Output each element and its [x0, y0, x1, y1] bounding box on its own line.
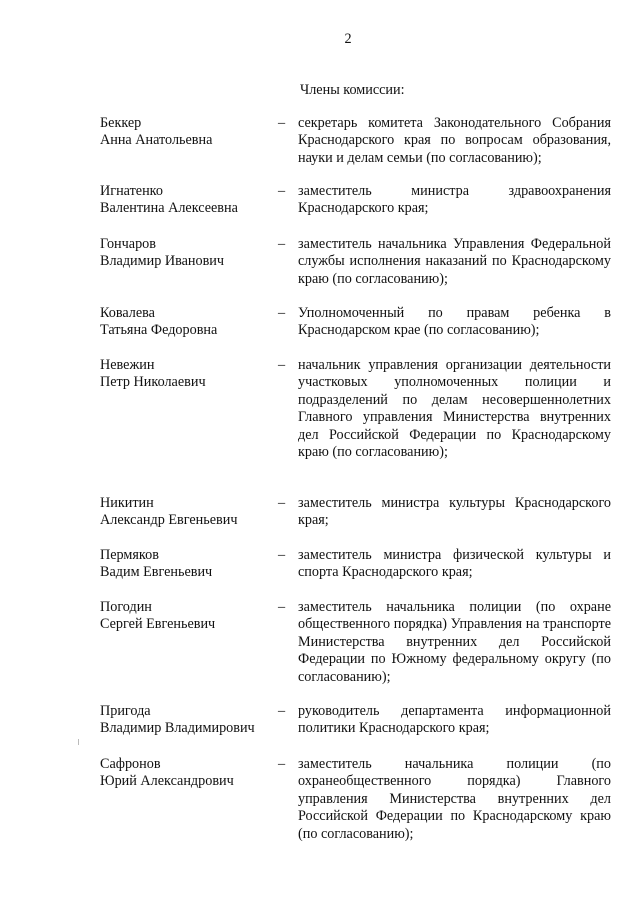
member-given-name: Владимир Иванович — [100, 253, 225, 270]
member-surname: Пермяков — [100, 547, 159, 563]
member-name — [100, 599, 280, 634]
member-name — [100, 756, 280, 791]
member-name — [100, 183, 280, 218]
member-role: секретарь комитета Законодательного Собрания Краснодарского края по вопросам образования, науки и делам семьи (по согласованию); — [298, 115, 611, 166]
member-given-name: Александр Евгеньевич — [100, 512, 238, 529]
dash-separator: – — [278, 599, 286, 615]
member-role: заместитель министра здравоохранения Краснодарского края; — [298, 183, 611, 217]
dash-separator: – — [278, 183, 286, 199]
member-given-name: Юрий Александрович — [100, 773, 234, 790]
dash-separator: – — [278, 495, 286, 511]
page-number: 2 — [344, 31, 352, 47]
member-surname: Сафронов — [100, 756, 161, 772]
member-role: заместитель министра культуры Краснодарского края; — [298, 495, 611, 529]
member-surname: Никитин — [100, 495, 154, 511]
member-surname: Гончаров — [100, 236, 156, 252]
member-surname: Погодин — [100, 599, 152, 615]
member-given-name: Татьяна Федоровна — [100, 322, 218, 339]
member-role: Уполномоченный по правам ребенка в Краснодарском крае (по согласованию); — [298, 305, 611, 339]
member-name — [100, 357, 280, 392]
member-given-name: Петр Николаевич — [100, 374, 206, 391]
member-name — [100, 495, 280, 530]
member-given-name: Анна Анатольевна — [100, 132, 213, 149]
dash-separator: – — [278, 547, 286, 563]
section-heading: Члены комиссии: — [300, 82, 405, 98]
dash-separator: – — [278, 305, 286, 321]
member-name — [100, 703, 280, 738]
member-given-name: Валентина Алексеевна — [100, 200, 238, 217]
dash-separator: – — [278, 236, 286, 252]
member-surname: Ковалева — [100, 305, 155, 321]
dash-separator: – — [278, 756, 286, 772]
member-given-name: Владимир Владимирович — [100, 720, 255, 737]
member-name — [100, 115, 280, 150]
member-given-name: Сергей Евгеньевич — [100, 616, 216, 633]
member-role: начальник управления организации деятельности участковых уполномоченных полиции и подразделений по делам несовершеннолетних Главного управления Министерства внутренних дел Российской Федерации по Краснодарскому краю (по согласованию); — [298, 357, 611, 461]
member-role: руководитель департамента информационной политики Краснодарского края; — [298, 703, 611, 737]
dash-separator: – — [278, 703, 286, 719]
dash-separator: – — [278, 115, 286, 131]
dash-separator: – — [278, 357, 286, 373]
member-given-name: Вадим Евгеньевич — [100, 564, 213, 581]
member-name — [100, 305, 280, 340]
margin-mark — [78, 739, 79, 745]
member-role: заместитель министра физической культуры и спорта Краснодарского края; — [298, 547, 611, 581]
member-surname: Игнатенко — [100, 183, 163, 199]
member-role: заместитель начальника полиции (по охране общественного порядка) Управления на транспорте Министерства внутренних дел Российской Федерации по Южному федеральному округу (по согласованию); — [298, 599, 611, 685]
member-surname: Пригода — [100, 703, 151, 719]
member-surname: Беккер — [100, 115, 142, 131]
member-role: заместитель начальника Управления Федеральной службы исполнения наказаний по Краснодарскому краю (по согласованию); — [298, 236, 611, 287]
member-role: заместитель начальника полиции (по охранеобщественного порядка) Главного управления Министерства внутренних дел Российской Федерации по Краснодарскому краю (по согласованию); — [298, 756, 611, 842]
member-name — [100, 547, 280, 582]
member-surname: Невежин — [100, 357, 155, 373]
member-name — [100, 236, 280, 271]
